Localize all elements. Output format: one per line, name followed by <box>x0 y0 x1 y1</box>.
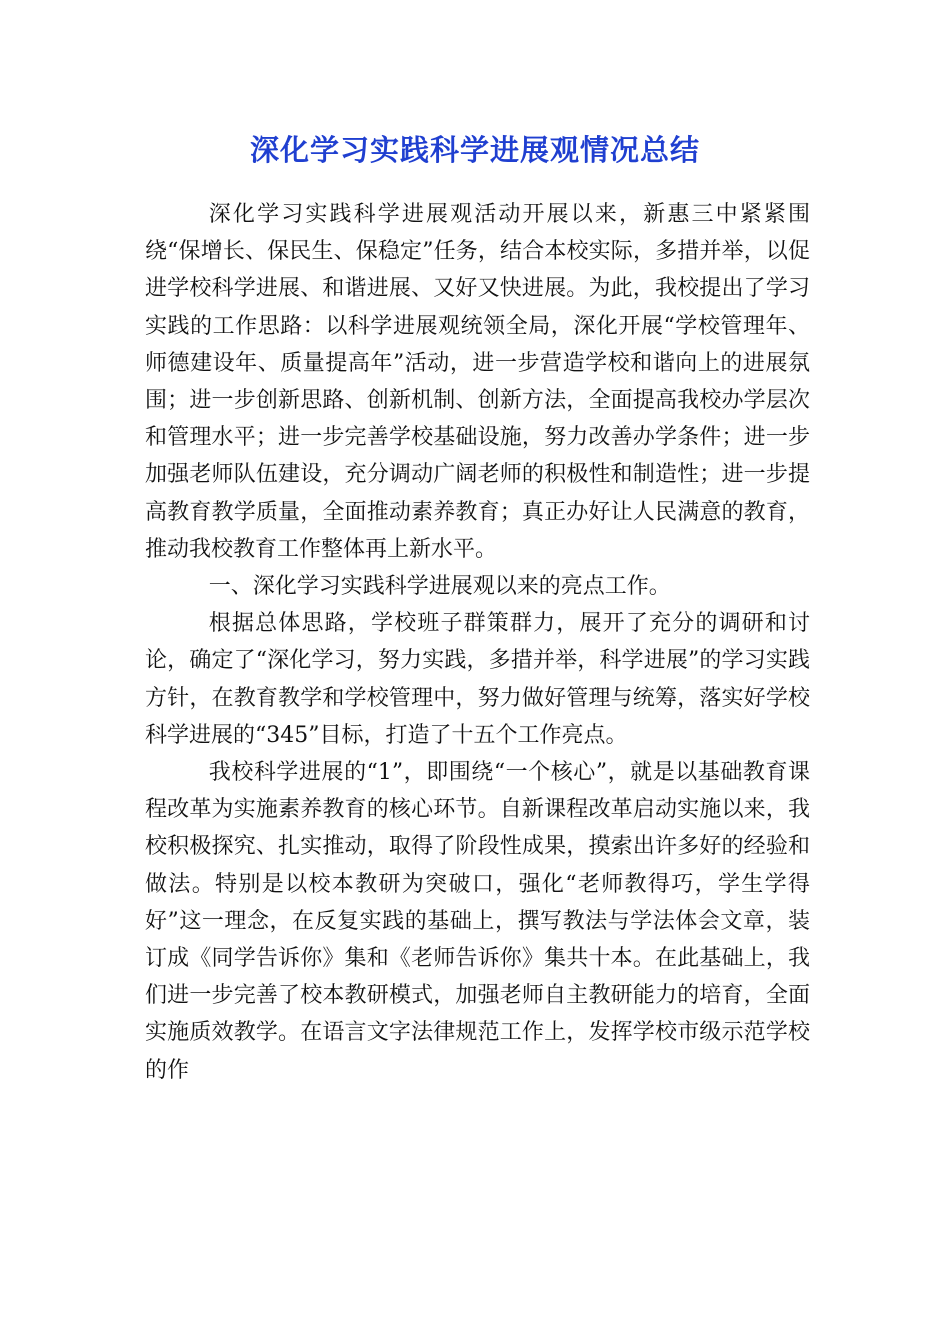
section-heading-highlights: 一、深化学习实践科学进展观以来的亮点工作。 <box>208 574 671 600</box>
paragraph-overall-approach: 根据总体思路，学校班子群策群力，展开了充分的调研和讨论，确定了“深化学习，努力实践，多措并举，科学进展”的学习实践方针，在教育教学和学校管理中，努力做好管理与统筹，落实好学校科学进展的“345”目标，打造了十五个工作亮点。 <box>145 611 810 748</box>
paragraph-intro: 深化学习实践科学进展观活动开展以来，新惠三中紧紧围绕“保增长、保民生、保稳定”任务，结合本校实际，多措并举，以促进学校科学进展、和谐进展、又好又快进展。为此，我校提出了学习实践的工作思路：以科学进展观统领全局，深化开展“学校管理年、师德建设年、质量提高年”活动，进一步营造学校和谐向上的进展氛围；进一步创新思路、创新机制、创新方法，全面提高我校办学层次和管理水平；进一步完善学校基础设施，努力改善办学条件；进一步加强老师队伍建设，充分调动广阔老师的积极性和制造性；进一步提高教育教学质量，全面推动素养教育；真正办好让人民满意的教育，推动我校教育工作整体再上新水平。 <box>145 202 810 562</box>
document-body <box>145 196 810 1089</box>
paragraph-one-core: 我校科学进展的“1”，即围绕“一个核心”，就是以基础教育课程改革为实施素养教育的核心环节。自新课程改革启动实施以来，我校积极探究、扎实推动，取得了阶段性成果，摸索出许多好的经验和做法。特别是以校本教研为突破口，强化“老师教得巧，学生学得好”这一理念，在反复实践的基础上，撰写教法与学法体会文章，装订成《同学告诉你》集和《老师告诉你》集共十本。在此基础上，我们进一步完善了校本教研模式，加强老师自主教研能力的培育，全面实施质效教学。在语言文字法律规范工作上，发挥学校市级示范学校的作 <box>145 760 810 1083</box>
document-title: 深化学习实践科学进展观情况总结 <box>249 133 700 167</box>
